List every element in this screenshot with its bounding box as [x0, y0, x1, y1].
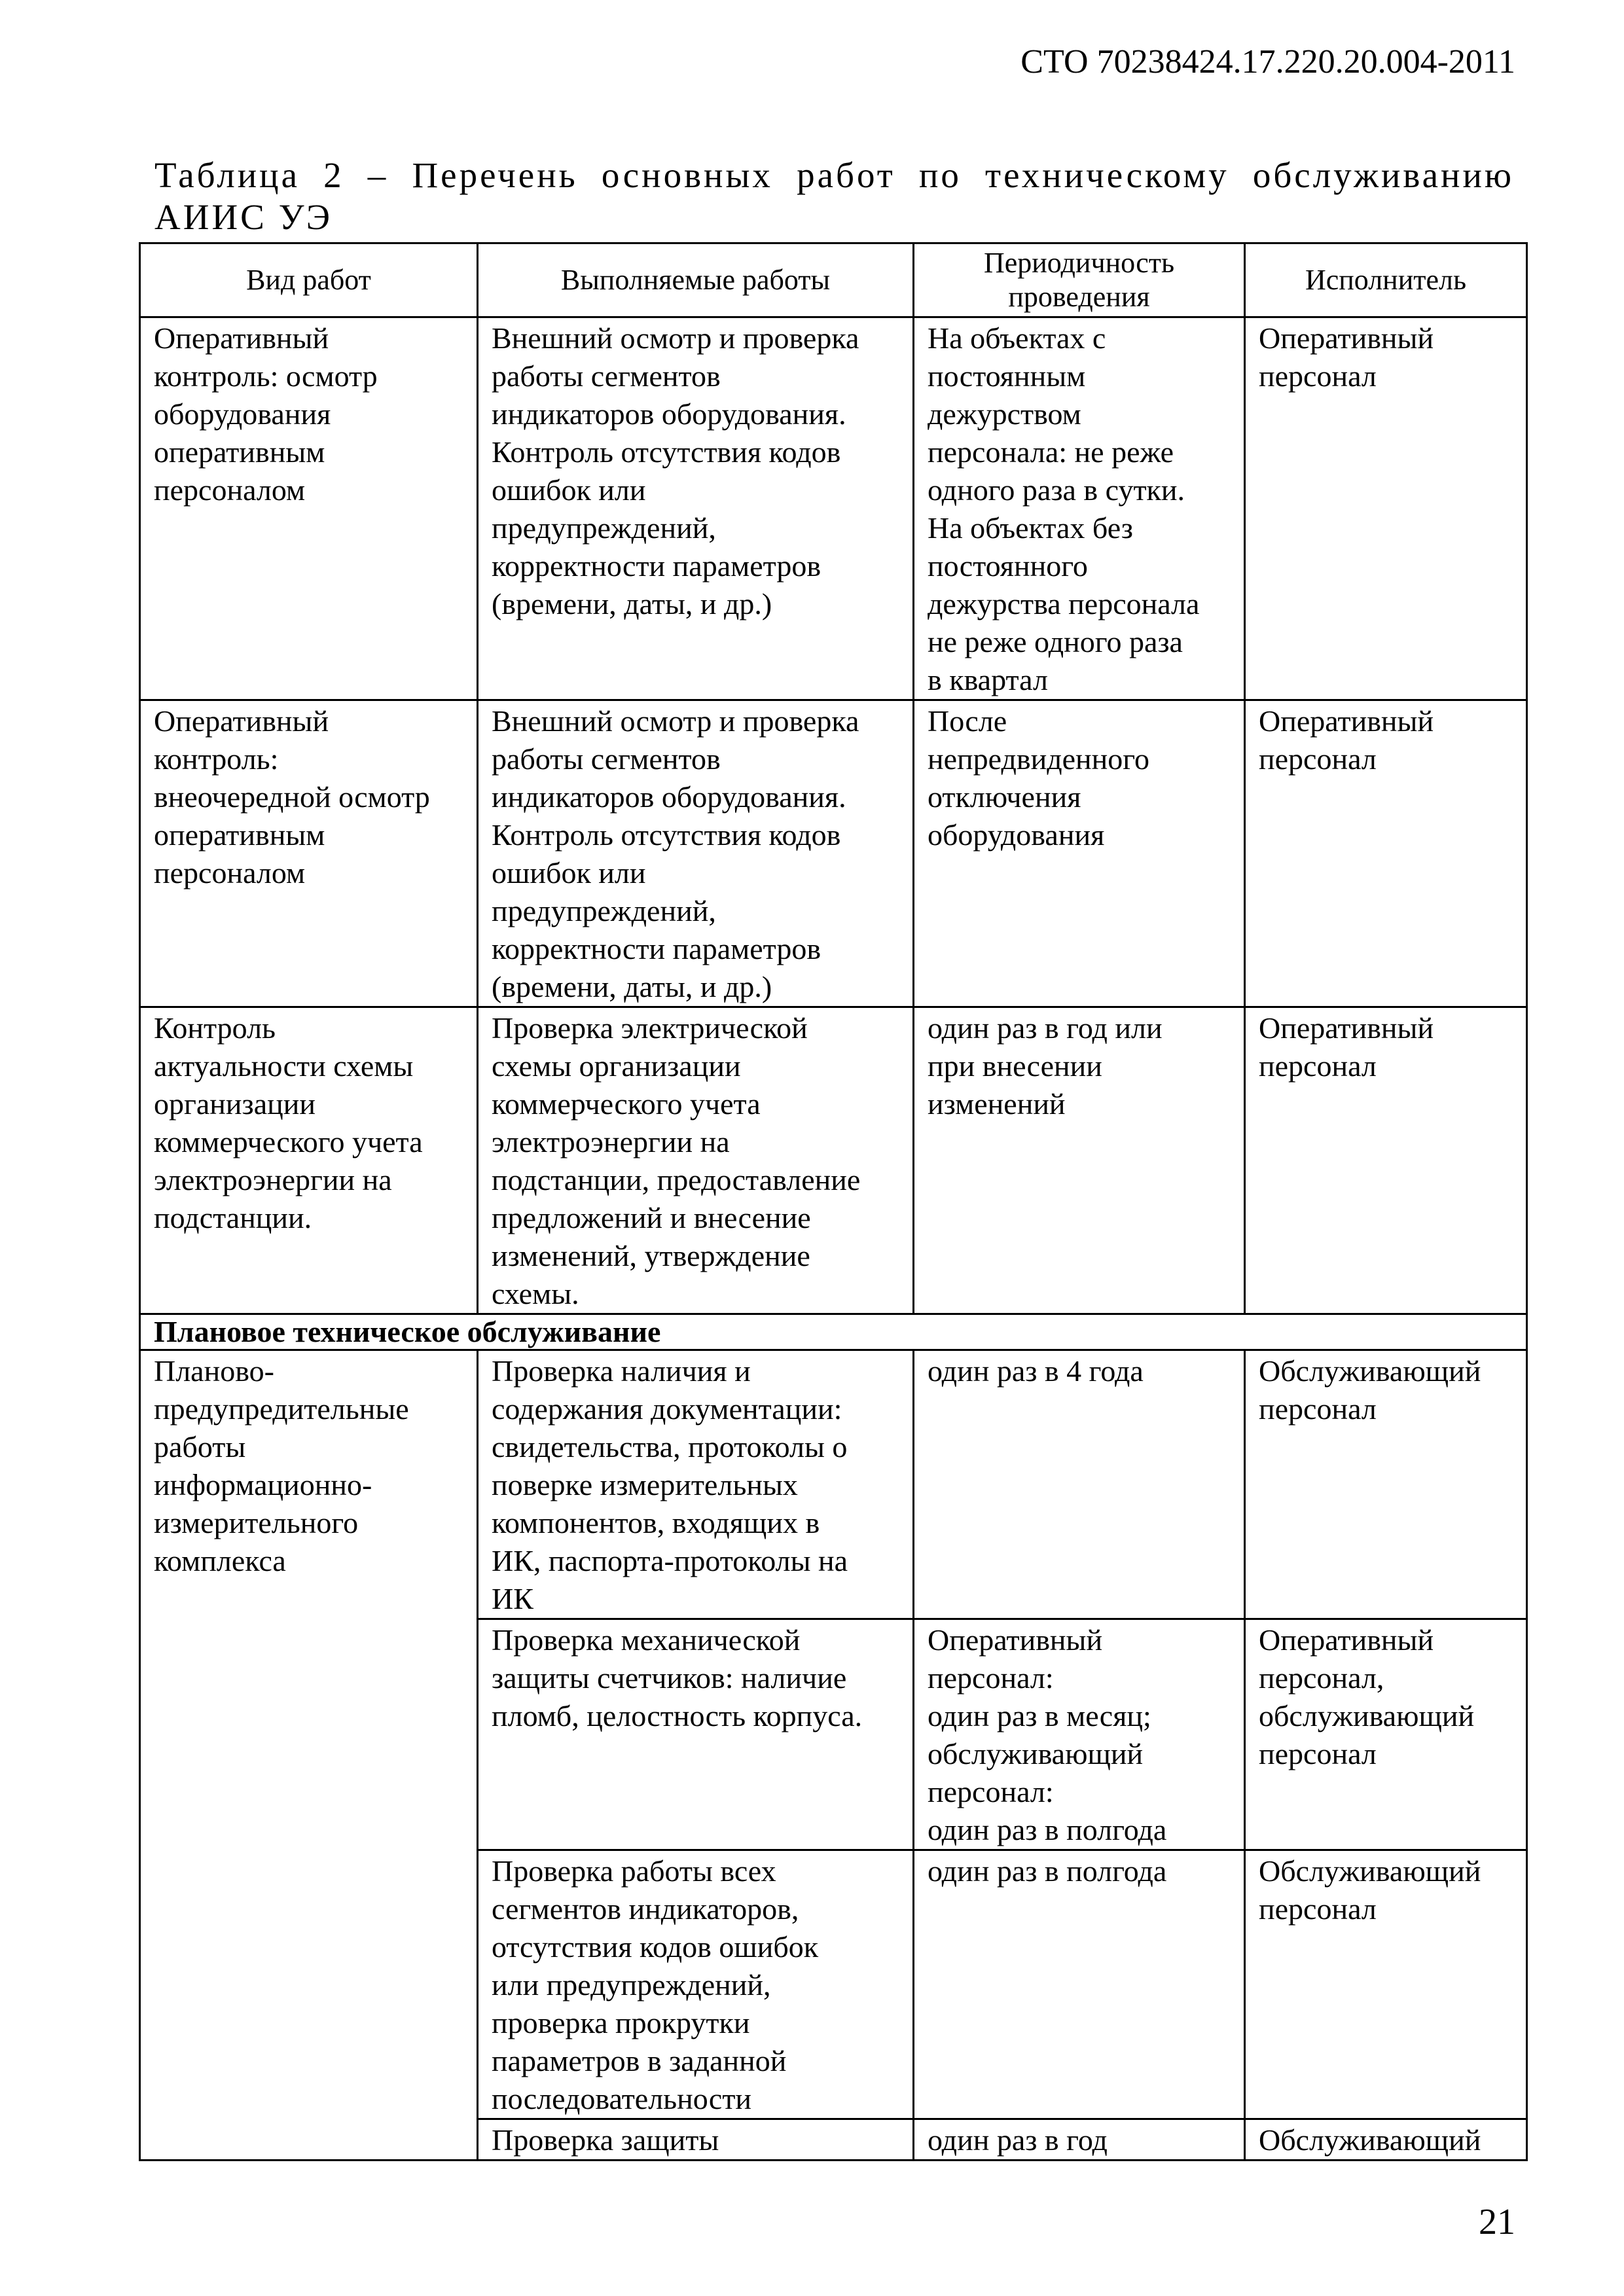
cell-work-type: Оперативный контроль: осмотр оборудования оперативным персоналом	[140, 317, 478, 700]
cell-periodicity: После непредвиденного отключения оборудования	[914, 700, 1245, 1007]
table-row	[140, 1007, 1527, 1314]
column-header-work-type: Вид работ	[140, 243, 478, 317]
column-header-works-performed: Выполняемые работы	[478, 243, 914, 317]
cell-periodicity: На объектах с постоянным дежурством персонала: не реже одного раза в сутки. На объектах без постоянного дежурства персонала не реже одного раза в квартал	[914, 317, 1245, 700]
cell-executor: Оперативный персонал	[1245, 317, 1527, 700]
cell-work-type: Контроль актуальности схемы организации коммерческого учета электроэнергии на подстанции.	[140, 1007, 478, 1314]
document-code: СТО 70238424.17.220.20.004-2011	[1020, 43, 1515, 81]
cell-periodicity: один раз в 4 года	[914, 1350, 1245, 1619]
cell-works: Внешний осмотр и проверка работы сегментов индикаторов оборудования. Контроль отсутствия кодов ошибок или предупреждений, корректности параметров (времени, даты, и др.)	[478, 700, 914, 1007]
cell-work-type: Оперативный контроль: внеочередной осмотр оперативным персоналом	[140, 700, 478, 1007]
cell-works: Проверка работы всех сегментов индикаторов, отсутствия кодов ошибок или предупреждений, проверка прокрутки параметров в заданной последовательности	[478, 1850, 914, 2119]
table-caption: Таблица 2 – Перечень основных работ по техническому обслуживанию АИИС УЭ	[154, 155, 1514, 237]
table-row	[140, 700, 1527, 1007]
column-header-executor: Исполнитель	[1245, 243, 1527, 317]
table-row	[140, 1350, 1527, 1619]
maintenance-works-table	[139, 242, 1528, 2161]
cell-works: Проверка механической защиты счетчиков: наличие пломб, целостность корпуса.	[478, 1619, 914, 1850]
cell-periodicity: один раз в полгода	[914, 1850, 1245, 2119]
section-row	[140, 1314, 1527, 1350]
cell-periodicity: Оперативный персонал: один раз в месяц; обслуживающий персонал: один раз в полгода	[914, 1619, 1245, 1850]
cell-executor: Оперативный персонал	[1245, 1007, 1527, 1314]
cell-executor: Обслуживающий персонал	[1245, 1850, 1527, 2119]
column-header-periodicity: Периодичность проведения	[914, 243, 1245, 317]
cell-executor: Оперативный персонал, обслуживающий персонал	[1245, 1619, 1527, 1850]
cell-work-type: Планово- предупредительные работы информационно- измерительного комплекса	[140, 1350, 478, 2161]
cell-executor: Обслуживающий	[1245, 2119, 1527, 2161]
cell-works: Проверка электрической схемы организации коммерческого учета электроэнергии на подстанции, предоставление предложений и внесение изменений, утверждение схемы.	[478, 1007, 914, 1314]
cell-works: Проверка наличия и содержания документации: свидетельства, протоколы о поверке измерительных компонентов, входящих в ИК, паспорта-протоколы на ИК	[478, 1350, 914, 1619]
cell-periodicity: один раз в год	[914, 2119, 1245, 2161]
cell-periodicity: один раз в год или при внесении изменений	[914, 1007, 1245, 1314]
cell-works: Проверка защиты	[478, 2119, 914, 2161]
section-title: Плановое техническое обслуживание	[140, 1314, 1527, 1350]
cell-executor: Оперативный персонал	[1245, 700, 1527, 1007]
cell-executor: Обслуживающий персонал	[1245, 1350, 1527, 1619]
table-header-row	[140, 243, 1527, 317]
cell-works: Внешний осмотр и проверка работы сегментов индикаторов оборудования. Контроль отсутствия кодов ошибок или предупреждений, корректности параметров (времени, даты, и др.)	[478, 317, 914, 700]
table-row	[140, 317, 1527, 700]
page-number: 21	[1479, 2202, 1515, 2242]
